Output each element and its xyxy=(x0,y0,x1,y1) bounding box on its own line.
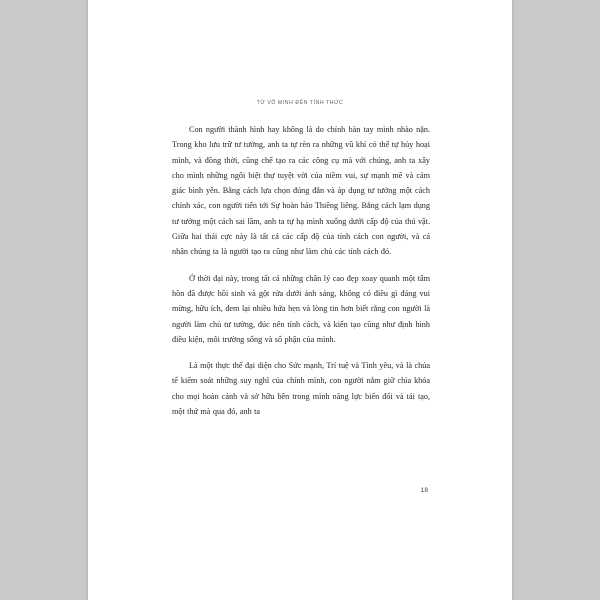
page-number: 18 xyxy=(420,487,428,494)
paragraph: Ở thời đại này, trong tất cả những chân lý cao đẹp xoay quanh một tâm hồn đã được hồi sinh và gột rửa dưới ánh sáng, không có điều gì đáng vui mừng, hữu ích, đem lại nhiều hứa hẹn và lòng tin hơn biết rằng con người là người làm chủ tư tưởng, đúc nên tính cách, và kiến tạo cũng như định hình điều kiện, môi trường sống và số phận của mình. xyxy=(172,273,430,344)
paragraph: Con người thành hình hay không là do chính bàn tay mình nhào nặn. Trong kho lưu trữ tư tưởng, anh ta tự rèn ra những vũ khí có thể tự hủy hoại mình, và đồng thời, cũng chế tạo ra các công cụ mà với chúng, anh ta xây cho mình những ngôi biệt thự tuyệt vời của niềm vui, sự mạnh mẽ và cảm giác bình yên. Bằng cách lựa chọn đúng đắn và áp dụng tư tưởng một cách chính xác, con người tiến tới Sự hoàn hảo Thiêng liêng. Bằng cách lạm dụng tư tưởng một cách sai lầm, anh ta tự hạ mình xuống dưới cấp độ của thú vật. Giữa hai thái cực này là tất cả các cấp độ của tính cách con người, và cá nhân chúng ta là người tạo ra cũng như làm chủ các tính cách đó. xyxy=(172,125,430,257)
page-body-text xyxy=(172,122,430,419)
running-head: TỪ VÔ MINH ĐẾN TỈNH THỨC xyxy=(256,100,344,106)
book-page xyxy=(88,0,512,600)
paragraph: Là một thực thể đại diện cho Sức mạnh, Trí tuệ và Tình yêu, và là chúa tể kiểm soát những suy nghĩ của chính mình, con người nắm giữ chìa khóa cho mọi hoàn cảnh và sở hữu bên trong mình năng lực biến đổi và tái tạo, một thứ mà qua đó, anh ta xyxy=(172,361,430,417)
